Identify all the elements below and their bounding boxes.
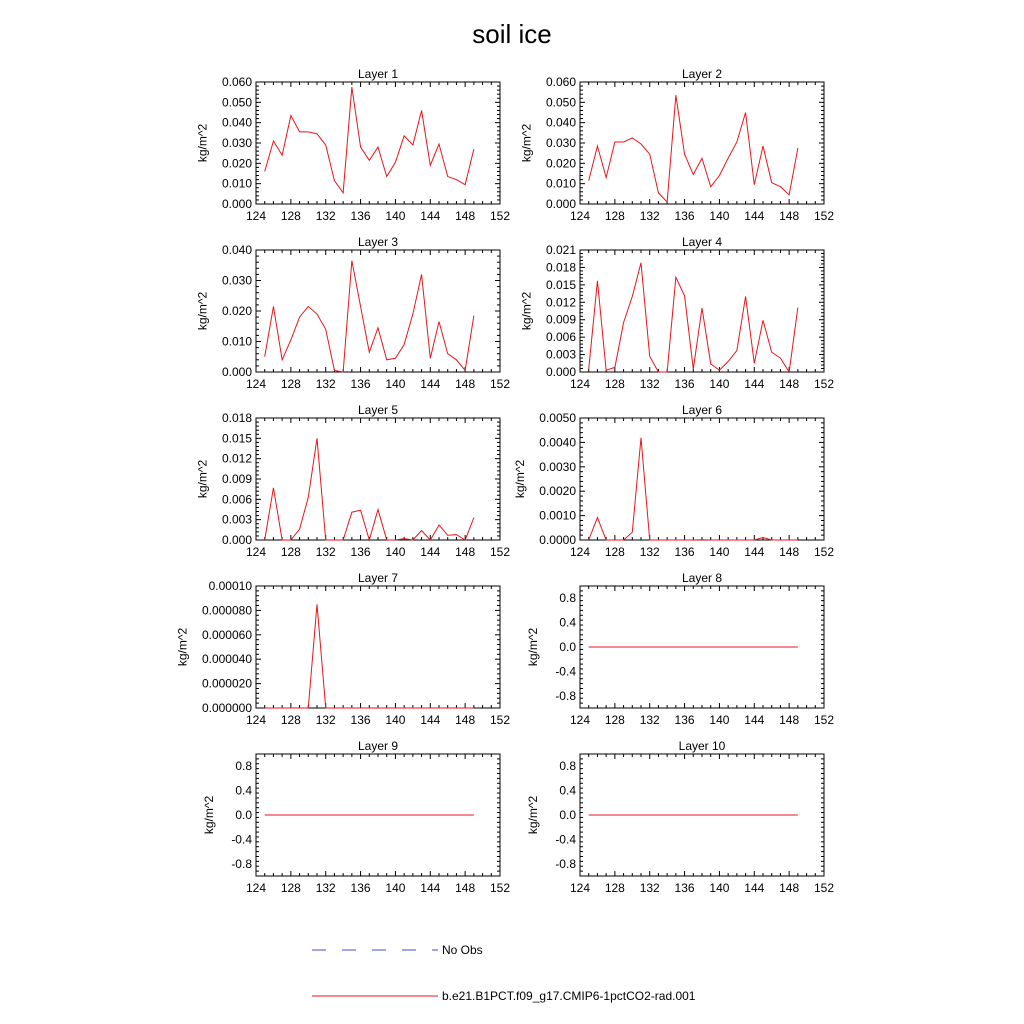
y-axis-label: kg/m^2 [195,291,210,331]
y-tick-label: 0.060 [545,75,576,89]
x-tick-label: 124 [569,545,591,559]
legend-label: b.e21.B1PCT.f09_g17.CMIP6-1pctCO2-rad.001 [442,989,696,1003]
x-tick-label: 124 [245,881,267,895]
y-axis-label: kg/m^2 [175,627,190,667]
series-line [589,95,798,202]
x-tick-label: 152 [813,713,835,727]
series-line [589,438,798,540]
y-axis-label: kg/m^2 [519,123,534,163]
x-tick-label: 128 [604,545,625,559]
x-tick-label: 140 [709,881,730,895]
panel-2 [520,67,835,223]
panels [175,67,834,895]
y-tick-label: 0.003 [545,347,576,362]
x-tick-label: 124 [569,209,591,223]
panel-8 [526,571,834,727]
series-line [589,263,798,372]
x-tick-label: 136 [350,881,371,895]
y-axis-label: kg/m^2 [195,123,210,163]
x-tick-label: 136 [674,209,695,223]
y-tick-label: 0.012 [221,451,252,466]
y-tick-label: -0.8 [555,856,576,871]
y-tick-label: -0.8 [555,688,576,703]
x-tick-label: 132 [639,881,660,895]
x-tick-label: 148 [455,377,476,391]
series-line [265,438,474,540]
x-tick-label: 144 [420,881,441,895]
series-line [265,604,474,708]
x-tick-label: 136 [350,713,371,727]
y-tick-label: 0.018 [221,411,252,425]
x-tick-label: 128 [280,209,301,223]
panel-title: Layer 10 [678,739,726,753]
figure-title: soil ice [472,19,552,49]
x-tick-label: 144 [744,209,765,223]
y-tick-label: 0.0030 [539,459,576,474]
panel-title: Layer 8 [681,571,723,585]
x-tick-label: 144 [420,713,441,727]
x-tick-label: 152 [813,377,835,391]
panel-4 [520,235,835,391]
y-tick-label: 0.4 [559,615,576,630]
x-tick-label: 140 [709,209,730,223]
y-tick-label: 0.00010 [208,579,252,593]
panel-frame [580,82,824,204]
x-tick-label: 136 [674,881,695,895]
x-tick-label: 136 [350,377,371,391]
panel-title: Layer 1 [357,67,399,81]
x-tick-label: 132 [315,545,336,559]
y-tick-label: 0.000080 [201,603,252,618]
x-tick-label: 132 [639,209,660,223]
panel-1 [196,67,511,223]
panel-5 [196,403,511,559]
panel-frame [256,418,500,540]
y-axis-label: kg/m^2 [195,459,210,499]
y-tick-label: 0.000020 [201,676,252,691]
x-tick-label: 140 [385,713,406,727]
y-tick-label: 0.030 [221,273,252,288]
y-tick-label: 0.020 [221,156,252,171]
y-axis-label: kg/m^2 [526,795,541,835]
y-tick-label: 0.003 [221,512,252,527]
y-tick-label: 0.0 [559,808,576,822]
x-tick-label: 140 [385,377,406,391]
y-tick-label: 0.010 [221,334,252,349]
y-tick-label: 0.050 [221,95,252,110]
x-tick-label: 124 [569,713,591,727]
x-tick-label: 132 [315,209,336,223]
y-tick-label: 0.010 [221,176,252,191]
x-tick-label: 148 [455,881,476,895]
panel-frame [580,418,824,540]
panel-frame [256,250,500,372]
y-tick-label: -0.8 [231,856,252,871]
y-tick-label: 0.015 [221,431,252,446]
y-tick-label: 0.0040 [539,435,576,450]
legend [312,943,696,1003]
y-tick-label: 0.0010 [539,508,576,523]
x-tick-label: 152 [489,713,511,727]
x-tick-label: 140 [385,881,406,895]
y-tick-label: 0.012 [545,295,576,310]
x-tick-label: 128 [604,881,625,895]
y-tick-label: 0.000060 [201,627,252,642]
y-tick-label: -0.4 [231,832,252,847]
x-tick-label: 148 [455,713,476,727]
x-tick-label: 148 [779,209,800,223]
x-tick-label: 152 [813,209,835,223]
y-tick-label: 0.4 [559,783,576,798]
y-tick-label: 0.0020 [539,484,576,499]
x-tick-label: 152 [489,545,511,559]
panel-title: Layer 9 [357,739,399,753]
x-tick-label: 128 [280,713,301,727]
x-tick-label: 144 [744,545,765,559]
y-tick-label: 0.0 [235,808,252,822]
y-tick-label: 0.8 [235,759,252,774]
x-tick-label: 148 [779,881,800,895]
y-tick-label: 0.018 [545,260,576,275]
y-tick-label: 0.030 [545,136,576,150]
y-tick-label: 0.015 [545,277,576,292]
x-tick-label: 136 [674,377,695,391]
y-tick-label: 0.000 [545,365,576,379]
legend-entry [312,943,483,957]
x-tick-label: 148 [455,545,476,559]
x-tick-label: 136 [350,209,371,223]
x-tick-label: 128 [280,545,301,559]
y-axis-label: kg/m^2 [519,291,534,331]
y-tick-label: 0.006 [221,492,252,507]
y-tick-label: 0.000040 [201,652,252,667]
x-tick-label: 128 [280,377,301,391]
x-tick-label: 124 [569,377,591,391]
x-tick-label: 152 [813,881,835,895]
y-axis-label: kg/m^2 [512,459,527,499]
panel-title: Layer 3 [357,235,399,249]
y-tick-label: 0.0 [559,640,576,654]
x-tick-label: 132 [315,881,336,895]
x-tick-label: 124 [245,545,267,559]
x-tick-label: 148 [779,713,800,727]
series-line [265,261,474,372]
y-tick-label: 0.009 [221,472,252,486]
y-tick-label: -0.4 [555,664,576,679]
panel-frame [256,82,500,204]
x-tick-label: 124 [245,713,267,727]
y-tick-label: 0.020 [545,156,576,171]
x-tick-label: 136 [350,545,371,559]
x-tick-label: 128 [604,209,625,223]
x-tick-label: 132 [639,713,660,727]
y-tick-label: 0.060 [221,75,252,89]
x-tick-label: 148 [455,209,476,223]
x-tick-label: 152 [489,377,511,391]
panel-10 [526,739,834,895]
panel-title: Layer 7 [357,571,399,585]
y-tick-label: 0.040 [221,243,252,257]
x-tick-label: 128 [604,713,625,727]
y-tick-label: 0.040 [221,115,252,130]
y-tick-label: 0.030 [221,136,252,150]
panel-7 [175,571,510,727]
x-tick-label: 152 [813,545,835,559]
y-tick-label: 0.010 [545,176,576,191]
series-line [265,87,474,193]
y-tick-label: 0.020 [221,304,252,318]
x-tick-label: 144 [744,713,765,727]
x-tick-label: 140 [385,545,406,559]
y-tick-label: 0.000000 [201,701,252,715]
y-tick-label: 0.006 [545,330,576,345]
x-tick-label: 132 [639,377,660,391]
panel-title: Layer 6 [681,403,723,417]
x-tick-label: 124 [245,377,267,391]
x-tick-label: 140 [709,545,730,559]
x-tick-label: 140 [709,377,730,391]
x-tick-label: 140 [709,713,730,727]
y-tick-label: 0.8 [559,759,576,774]
y-tick-label: 0.0000 [539,533,576,547]
legend-label: No Obs [442,943,483,957]
x-tick-label: 148 [779,377,800,391]
panel-3 [196,235,511,391]
x-tick-label: 124 [569,881,591,895]
y-tick-label: 0.000 [545,197,576,211]
x-tick-label: 132 [315,377,336,391]
x-tick-label: 148 [779,545,800,559]
x-tick-label: 152 [489,881,511,895]
panel-title: Layer 5 [357,403,399,417]
y-tick-label: 0.009 [545,312,576,327]
x-tick-label: 140 [385,209,406,223]
y-tick-label: 0.040 [545,115,576,130]
y-tick-label: 0.0050 [539,411,576,425]
x-tick-label: 144 [420,209,441,223]
x-tick-label: 152 [489,209,511,223]
x-tick-label: 144 [744,881,765,895]
x-tick-label: 144 [744,377,765,391]
y-tick-label: 0.000 [221,197,252,211]
panel-title: Layer 4 [681,235,723,249]
y-tick-label: -0.4 [555,832,576,847]
x-tick-label: 132 [639,545,660,559]
y-tick-label: 0.050 [545,95,576,110]
x-tick-label: 124 [245,209,267,223]
y-axis-label: kg/m^2 [526,627,541,667]
panel-9 [202,739,510,895]
x-tick-label: 136 [674,545,695,559]
legend-entry [312,989,696,1003]
x-tick-label: 144 [420,377,441,391]
panel-frame [256,586,500,708]
y-tick-label: 0.4 [235,783,252,798]
x-tick-label: 128 [604,377,625,391]
y-tick-label: 0.000 [221,533,252,547]
panel-6 [513,403,835,559]
y-tick-label: 0.8 [559,591,576,606]
panel-title: Layer 2 [681,67,723,81]
x-tick-label: 128 [280,881,301,895]
x-tick-label: 136 [674,713,695,727]
y-tick-label: 0.021 [545,243,576,257]
x-tick-label: 132 [315,713,336,727]
y-tick-label: 0.000 [221,365,252,379]
y-axis-label: kg/m^2 [202,795,217,835]
x-tick-label: 144 [420,545,441,559]
